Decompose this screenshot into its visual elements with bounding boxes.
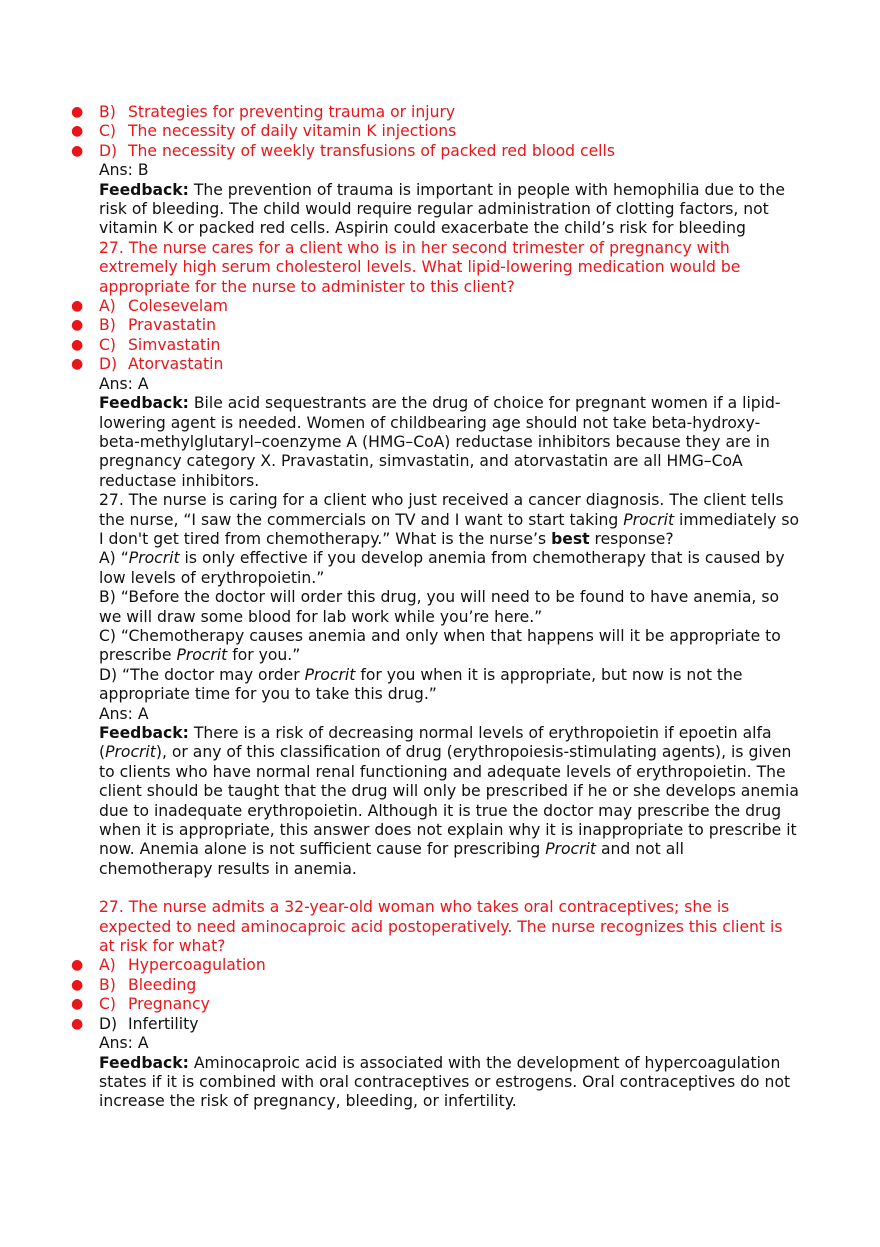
bullet-icon: ● xyxy=(71,123,84,140)
answer: Ans: A xyxy=(99,704,149,723)
feedback: Feedback: The prevention of trauma is important in people with hemophilia due to the risk of bleeding. The child would require regular administration of clotting factors, not vitamin K or packed red cells. Aspirin could exacerbate the child’s risk for bleeding xyxy=(99,180,786,238)
bullet-icon: ● xyxy=(71,298,84,315)
option-a: ● A) Colesevelam xyxy=(71,297,228,316)
option-d: ● D) Atorvastatin xyxy=(71,355,224,374)
option-a: ● A) Hypercoagulation xyxy=(71,956,266,975)
option-b: ● B) Pravastatin xyxy=(71,316,217,335)
paragraph-gap xyxy=(99,879,799,898)
bullet-icon: ● xyxy=(71,976,84,993)
question: 27. The nurse admits a 32-year-old woman who takes oral contraceptives; she is expected to need aminocaproic acid postoperatively. The nurse recognizes this client is at risk for what? xyxy=(99,898,783,956)
document-content xyxy=(71,103,800,1112)
question: 27. The nurse is caring for a client who just received a cancer diagnosis. The client tells the nurse, “I saw the commercials on TV and I want to start taking Procrit immediately so I don't get tired from chemotherapy.” What is the nurse’s best response? xyxy=(99,491,800,548)
feedback: Feedback: There is a risk of decreasing normal levels of erythropoietin if epoetin alfa (Procrit), or any of this classification of drug (erythropoiesis-stimulating agents), is given to clients who have normal renal functioning and adequate levels of erythropoietin. The client should be taught that the drug will only be prescribed if he or she develops anemia due to inadequate erythropoietin. Although it is true the doctor may prescribe the drug when it is appropriate, this answer does not explain why it is inappropriate to prescribe it now. Anemia alone is not sufficient cause for prescribing Procrit and not all chemotherapy results in anemia. xyxy=(99,724,799,878)
option-c: C) “Chemotherapy causes anemia and only when that happens will it be appropriate to prescribe Procrit for you.” xyxy=(99,626,781,665)
option-d: ● D) The necessity of weekly transfusions of packed red blood cells xyxy=(71,141,615,160)
bullet-icon: ● xyxy=(71,142,84,159)
bullet-icon: ● xyxy=(71,356,84,373)
bullet-icon: ● xyxy=(71,336,84,353)
option-c: ● C) The necessity of daily vitamin K injections xyxy=(71,122,457,141)
bullet-icon: ● xyxy=(71,104,84,120)
answer: Ans: A xyxy=(99,374,149,393)
bullet-icon: ● xyxy=(71,317,84,334)
option-b: B) “Before the doctor will order this drug, you will need to be found to have anemia, so we will draw some blood for lab work while you’re here.” xyxy=(99,588,779,626)
option-b: ● B) Strategies for preventing trauma or injury xyxy=(71,103,456,121)
bullet-icon: ● xyxy=(71,957,84,974)
feedback: Feedback: Bile acid sequestrants are the drug of choice for pregnant women if a lipid-lowering agent is needed. Women of childbearing age should not take beta-hydroxy-beta-methylglutaryl–coenzyme A (HMG–CoA) reductase inhibitors because they are in pregnancy category X. Pravastatin, simvastatin, and atorvastatin are all HMG–CoA reductase inhibitors. xyxy=(99,394,781,490)
bullet-icon: ● xyxy=(71,1015,84,1032)
option-c: ● C) Simvastatin xyxy=(71,335,221,354)
question: 27. The nurse cares for a client who is in her second trimester of pregnancy with extremely high serum cholesterol levels. What lipid-lowering medication would be appropriate for the nurse to administer to this client? xyxy=(99,238,741,296)
option-a: A) “Procrit is only effective if you develop anemia from chemotherapy that is caused by low levels of erythropoietin.” xyxy=(99,549,785,587)
bullet-icon: ● xyxy=(71,996,84,1013)
option-c: ● C) Pregnancy xyxy=(71,995,210,1014)
feedback: Feedback: Aminocaproic acid is associated with the development of hypercoagulation states if it is combined with oral contraceptives or estrogens. Oral contraceptives do not increase the risk of pregnancy, bleeding, or infertility. xyxy=(99,1053,791,1111)
answer: Ans: A xyxy=(99,1034,149,1053)
option-d: ● D) Infertility xyxy=(71,1014,199,1033)
answer: Ans: B xyxy=(99,161,149,180)
option-b: ● B) Bleeding xyxy=(71,975,197,994)
option-d: D) “The doctor may order Procrit for you when it is appropriate, but now is not the appropriate time for you to take this drug.” xyxy=(99,665,743,704)
